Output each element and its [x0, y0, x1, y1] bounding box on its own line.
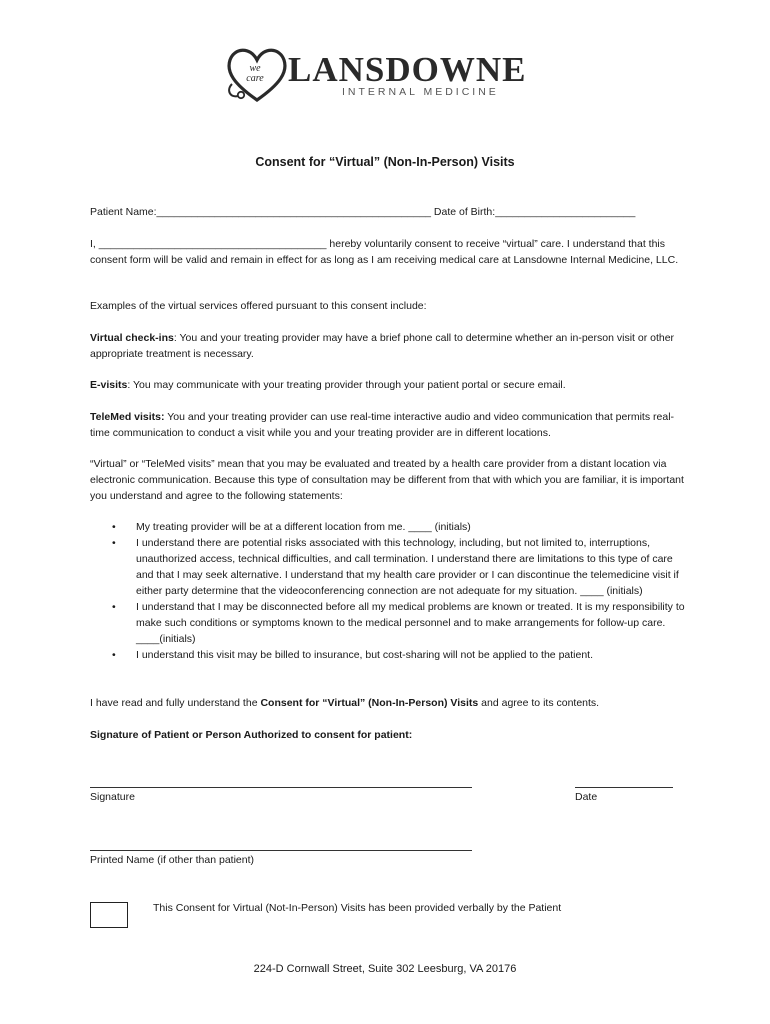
- patient-name-dob-line: Patient Name:_______________________________________________ Date of Birth:________________________: [90, 206, 636, 218]
- verbal-consent-text: This Consent for Virtual (Not-In-Person) Visits has been provided verbally by the Patient: [153, 902, 562, 914]
- virtual-definition-paragraph: “Virtual” or “TeleMed visits” mean that you may be evaluated and treated by a health care provider from a distant location via electronic communication. Because this type of consultation may be different from that with which you are familiar, it is important you understand and agree to the following statements:: [90, 458, 684, 502]
- service-description: : You and your treating provider may have a brief phone call to determine whether an in-person visit or other appropriate treatment is necessary.: [90, 332, 675, 360]
- logo-badge-we: we: [249, 63, 261, 74]
- verbal-consent-checkbox[interactable]: [90, 902, 128, 928]
- statement-item: [90, 599, 690, 647]
- printed-name-label: Printed Name (if other than patient): [90, 854, 255, 866]
- statements-list: [90, 519, 690, 663]
- consent-intro-paragraph: I, _______________________________________ hereby voluntarily consent to receive “virtual” care. I understand that this consent form will be valid and remain in effect for as long as I am receiving medical care at Lansdowne Internal Medicine, LLC.: [90, 238, 679, 266]
- acknowledgement-after: and agree to its contents.: [478, 697, 600, 709]
- service-description: : You may communicate with your treating provider through your patient portal or secure email.: [127, 379, 566, 391]
- signature-line[interactable]: [90, 787, 472, 788]
- date-label: Date: [575, 791, 598, 803]
- statement-text: I understand this visit may be billed to insurance, but cost-sharing will not be applied to the patient.: [136, 649, 594, 661]
- service-term: TeleMed visits:: [90, 411, 165, 423]
- statement-text: My treating provider will be at a different location from me. ____ (initials): [136, 521, 471, 533]
- logo-badge-care: care: [246, 73, 264, 84]
- statement-text: I understand that I may be disconnected before all my medical problems are known or treated. It is my responsibility to make such conditions or symptoms known to the medical personnel and to make arrangements for follow-up care. ____(initials): [136, 601, 685, 645]
- statement-item: [90, 519, 690, 535]
- logo-brand-name: LANSDOWNE: [288, 50, 527, 89]
- statement-item: [90, 535, 690, 599]
- form-title: Consent for “Virtual” (Non-In-Person) Visits: [255, 155, 515, 169]
- bullet-icon: •: [112, 649, 116, 661]
- service-evisits: [90, 377, 690, 393]
- acknowledgement-before: I have read and fully understand the: [90, 697, 261, 709]
- acknowledgement-bold: Consent for “Virtual” (Non-In-Person) Visits: [260, 697, 479, 709]
- service-description: You and your treating provider can use real-time interactive audio and video communication that permits real-time communication to conduct a visit while you and your treating provider are in different locations.: [90, 411, 675, 439]
- signature-heading: Signature of Patient or Person Authorized to consent for patient:: [90, 729, 413, 741]
- bullet-icon: •: [112, 601, 116, 613]
- heart-stethoscope-icon: [224, 44, 290, 104]
- lansdowne-logo: [224, 44, 534, 104]
- address-footer: 224-D Cornwall Street, Suite 302 Leesburg, VA 20176: [253, 963, 517, 975]
- service-term: E-visits: [90, 379, 128, 391]
- statement-text: I understand there are potential risks associated with this technology, including, but not limited to, interruptions, unauthorized access, technical difficulties, and call termination. I understand there are limitations to this type of care and that I may seek alternative. I understand that my health care provider or I can discontinue the telemedicine visit if either party determine that the videoconferencing connection are not adequate for my situation. ____ (initials): [136, 537, 679, 597]
- printed-name-line[interactable]: [90, 850, 472, 851]
- bullet-icon: •: [112, 537, 116, 549]
- bullet-icon: •: [112, 521, 116, 533]
- service-term: Virtual check-ins: [90, 332, 174, 344]
- service-virtual-checkins: [90, 330, 690, 362]
- statement-item: [90, 647, 690, 663]
- examples-intro: Examples of the virtual services offered pursuant to this consent include:: [90, 300, 427, 312]
- acknowledgement-line: [90, 695, 690, 711]
- logo-subtitle: INTERNAL MEDICINE: [342, 86, 499, 98]
- signature-label: Signature: [90, 791, 135, 803]
- service-telemed-visits: [90, 409, 690, 441]
- date-line[interactable]: [575, 787, 673, 788]
